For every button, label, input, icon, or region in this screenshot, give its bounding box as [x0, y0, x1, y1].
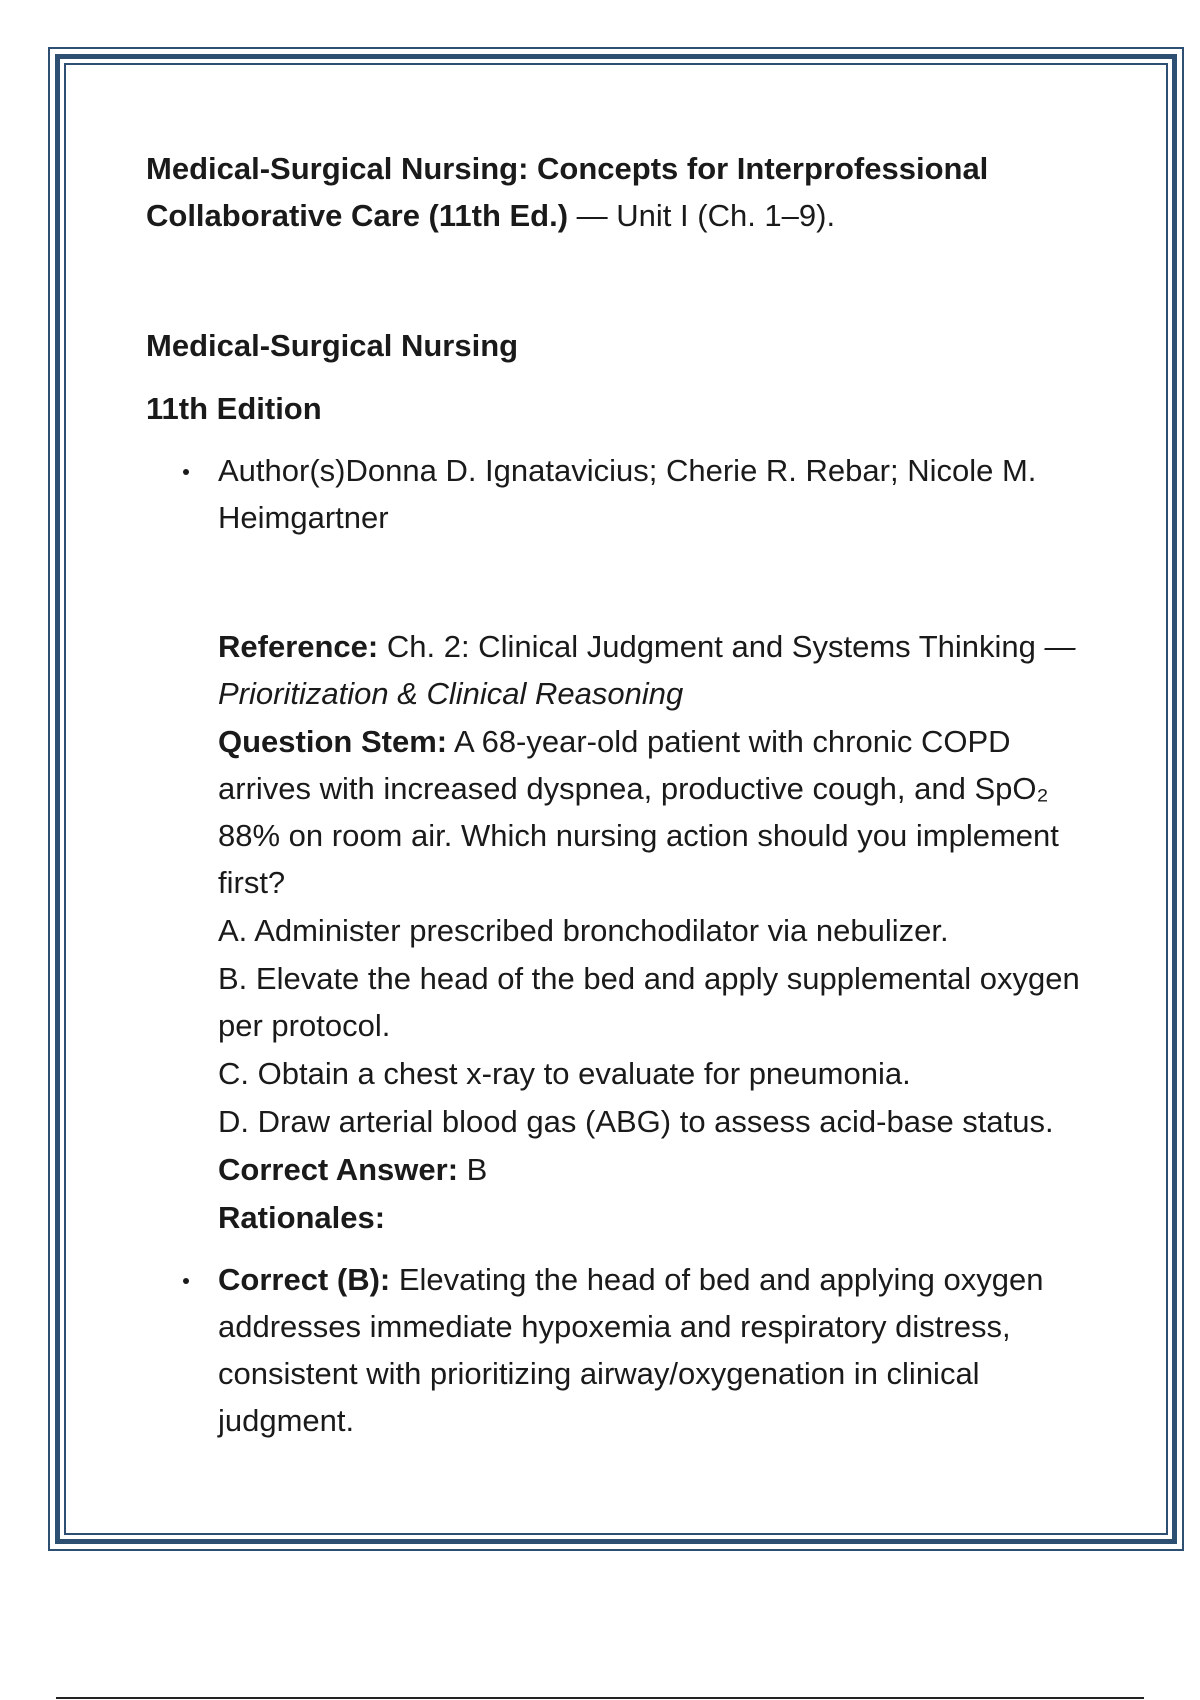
- rationale-item: [146, 1256, 1096, 1444]
- option-a: A. Administer prescribed bronchodilator via nebulizer.: [218, 913, 949, 948]
- stem-text: A 68-year-old patient with chronic COPD arrives with increased dyspnea, productive cough, and SpO₂ 88% on room air. Which nursing action should you implement first?: [218, 724, 1059, 900]
- bullet-icon: [183, 469, 189, 475]
- document-content: [146, 145, 1096, 1444]
- question-block: [218, 623, 1096, 1241]
- rationale-label: Correct (B):: [218, 1262, 391, 1297]
- author-item: [146, 447, 1096, 541]
- footer-divider: [56, 1697, 1144, 1699]
- question-stem: [218, 718, 1096, 906]
- reference-line: [218, 623, 1096, 717]
- bullet-icon: [183, 1278, 189, 1284]
- correct-answer: [218, 1146, 1096, 1193]
- reference-label: Reference:: [218, 629, 379, 664]
- title-bold: Medical-Surgical Nursing: Concepts for Interprofessional Collaborative Care (11th Ed.): [146, 151, 989, 233]
- answer-value: B: [458, 1152, 488, 1187]
- option-c: C. Obtain a chest x-ray to evaluate for pneumonia.: [218, 1056, 911, 1091]
- book-name: Medical-Surgical Nursing: [146, 328, 519, 363]
- answer-label: Correct Answer:: [218, 1152, 459, 1187]
- rationale-text: Elevating the head of bed and applying oxygen addresses immediate hypoxemia and respiratory distress, consistent with prioritizing airway/oxygenation in clinical judgment.: [218, 1262, 1044, 1438]
- rationales-heading: Rationales:: [218, 1200, 386, 1235]
- authors-label: Author(s): [218, 453, 346, 488]
- authors-text: Donna D. Ignatavicius; Cherie R. Rebar; Nicole M. Heimgartner: [218, 453, 1037, 535]
- book-edition: 11th Edition: [146, 391, 322, 426]
- title-unit: — Unit I (Ch. 1–9).: [568, 198, 836, 233]
- author-list: [146, 447, 1096, 541]
- reference-text: Ch. 2: Clinical Judgment and Systems Thinking: [378, 629, 1045, 664]
- rationales-list: [146, 1256, 1096, 1444]
- document-title: [146, 145, 1096, 239]
- option-b: B. Elevate the head of the bed and apply supplemental oxygen per protocol.: [218, 961, 1080, 1043]
- stem-label: Question Stem:: [218, 724, 448, 759]
- option-d: D. Draw arterial blood gas (ABG) to assess acid-base status.: [218, 1104, 1054, 1139]
- reference-subtitle: — Prioritization & Clinical Reasoning: [218, 629, 1076, 711]
